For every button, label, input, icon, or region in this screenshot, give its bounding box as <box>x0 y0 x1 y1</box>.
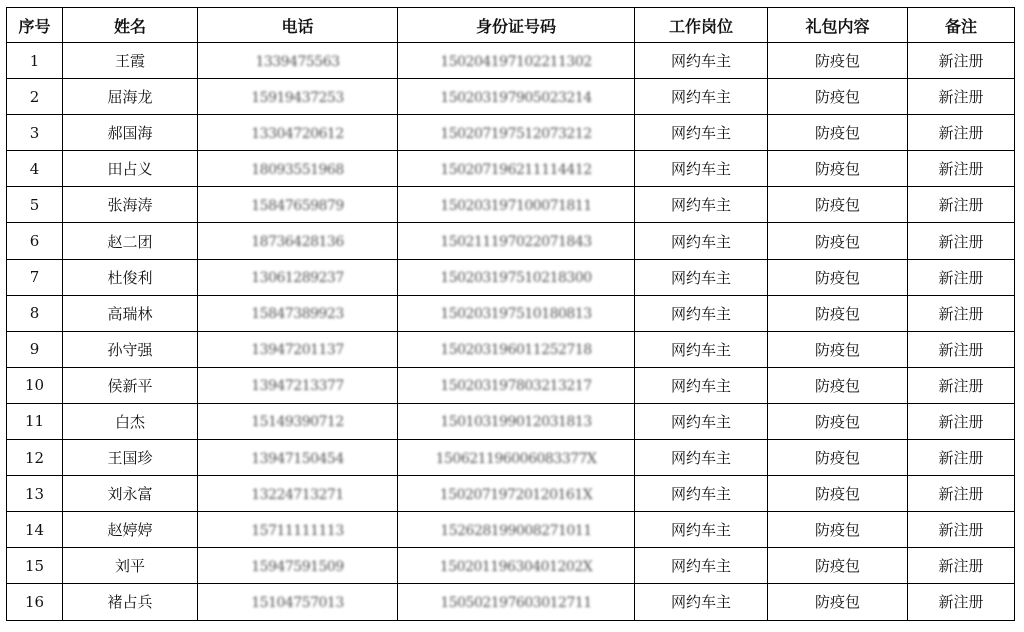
table-row <box>7 259 1015 295</box>
cell-gift: 防疫包 <box>768 403 908 439</box>
cell-index: 7 <box>7 259 63 295</box>
cell-id-number <box>398 187 635 223</box>
cell-job: 网约车主 <box>635 548 768 584</box>
cell-job: 网约车主 <box>635 187 768 223</box>
cell-id-number <box>398 440 635 476</box>
cell-phone <box>198 440 398 476</box>
cell-gift: 防疫包 <box>768 476 908 512</box>
cell-phone <box>198 548 398 584</box>
table-row <box>7 440 1015 476</box>
cell-index: 10 <box>7 367 63 403</box>
table-row <box>7 43 1015 79</box>
cell-gift: 防疫包 <box>768 440 908 476</box>
cell-phone <box>198 79 398 115</box>
cell-id-number <box>398 43 635 79</box>
cell-note: 新注册 <box>908 115 1015 151</box>
cell-phone-redacted: 15947591509 <box>251 558 344 575</box>
cell-note: 新注册 <box>908 512 1015 548</box>
cell-index: 9 <box>7 331 63 367</box>
cell-name: 王国珍 <box>63 440 198 476</box>
cell-phone-redacted: 18093551968 <box>251 161 344 178</box>
cell-index: 12 <box>7 440 63 476</box>
cell-name: 王霞 <box>63 43 198 79</box>
cell-job: 网约车主 <box>635 295 768 331</box>
cell-note: 新注册 <box>908 440 1015 476</box>
cell-phone-redacted: 13224713271 <box>251 486 344 503</box>
cell-phone <box>198 403 398 439</box>
cell-phone-redacted: 18736428136 <box>251 234 344 251</box>
cell-phone-redacted: 15847659879 <box>251 197 344 214</box>
cell-name: 屈海龙 <box>63 79 198 115</box>
cell-index: 16 <box>7 584 63 620</box>
cell-index: 14 <box>7 512 63 548</box>
cell-name: 张海涛 <box>63 187 198 223</box>
header-row <box>7 8 1015 43</box>
cell-name: 高瑞林 <box>63 295 198 331</box>
cell-gift: 防疫包 <box>768 43 908 79</box>
table-row <box>7 295 1015 331</box>
cell-phone <box>198 295 398 331</box>
cell-job: 网约车主 <box>635 151 768 187</box>
header-note: 备注 <box>908 8 1015 43</box>
cell-index: 5 <box>7 187 63 223</box>
cell-id-number-redacted: 15020719720120161X <box>439 486 593 503</box>
cell-job: 网约车主 <box>635 403 768 439</box>
cell-note: 新注册 <box>908 403 1015 439</box>
cell-index: 8 <box>7 295 63 331</box>
table-row <box>7 187 1015 223</box>
cell-phone <box>198 43 398 79</box>
table-row <box>7 476 1015 512</box>
cell-id-number <box>398 151 635 187</box>
cell-index: 6 <box>7 223 63 259</box>
table-row <box>7 115 1015 151</box>
cell-name: 白杰 <box>63 403 198 439</box>
cell-id-number-redacted: 150203197510218300 <box>440 270 592 287</box>
cell-gift: 防疫包 <box>768 512 908 548</box>
cell-gift: 防疫包 <box>768 115 908 151</box>
cell-job: 网约车主 <box>635 259 768 295</box>
cell-index: 11 <box>7 403 63 439</box>
cell-note: 新注册 <box>908 476 1015 512</box>
cell-phone-redacted: 15104757013 <box>251 594 344 611</box>
cell-name: 侯新平 <box>63 367 198 403</box>
cell-index: 13 <box>7 476 63 512</box>
table-row <box>7 223 1015 259</box>
cell-phone-redacted: 13061289237 <box>251 270 344 287</box>
cell-id-number <box>398 331 635 367</box>
registration-table <box>6 7 1015 621</box>
cell-note: 新注册 <box>908 548 1015 584</box>
cell-id-number-redacted: 150621196006083377X <box>435 450 597 467</box>
header-id-number: 身份证号码 <box>398 8 635 43</box>
cell-id-number-redacted: 150207196211114412 <box>440 161 592 178</box>
cell-id-number-redacted: 150203196011252718 <box>440 342 592 359</box>
cell-id-number <box>398 115 635 151</box>
cell-id-number <box>398 223 635 259</box>
cell-name: 赵二团 <box>63 223 198 259</box>
table-row <box>7 403 1015 439</box>
table-body <box>7 43 1015 621</box>
cell-phone-redacted: 13947213377 <box>251 378 344 395</box>
cell-index: 3 <box>7 115 63 151</box>
cell-job: 网约车主 <box>635 367 768 403</box>
cell-gift: 防疫包 <box>768 259 908 295</box>
cell-id-number-redacted: 152628199008271011 <box>440 522 592 539</box>
cell-id-number-redacted: 150203197510180813 <box>440 306 592 323</box>
cell-id-number-redacted: 150204197102211302 <box>440 53 592 70</box>
cell-id-number <box>398 367 635 403</box>
cell-phone-redacted: 13947150454 <box>251 450 344 467</box>
cell-index: 15 <box>7 548 63 584</box>
cell-note: 新注册 <box>908 259 1015 295</box>
cell-id-number <box>398 548 635 584</box>
cell-id-number <box>398 476 635 512</box>
cell-gift: 防疫包 <box>768 79 908 115</box>
table-row <box>7 512 1015 548</box>
header-job: 工作岗位 <box>635 8 768 43</box>
cell-phone-redacted: 15919437253 <box>251 89 344 106</box>
table-row <box>7 367 1015 403</box>
cell-note: 新注册 <box>908 43 1015 79</box>
cell-note: 新注册 <box>908 223 1015 259</box>
cell-phone <box>198 115 398 151</box>
cell-job: 网约车主 <box>635 440 768 476</box>
cell-job: 网约车主 <box>635 115 768 151</box>
cell-phone <box>198 151 398 187</box>
cell-gift: 防疫包 <box>768 151 908 187</box>
cell-name: 刘平 <box>63 548 198 584</box>
cell-phone <box>198 476 398 512</box>
cell-id-number-redacted: 150103199012031813 <box>440 414 592 431</box>
cell-phone <box>198 512 398 548</box>
cell-name: 田占义 <box>63 151 198 187</box>
cell-id-number-redacted: 150502197603012711 <box>440 594 592 611</box>
cell-note: 新注册 <box>908 584 1015 620</box>
cell-gift: 防疫包 <box>768 223 908 259</box>
cell-job: 网约车主 <box>635 331 768 367</box>
cell-job: 网约车主 <box>635 43 768 79</box>
cell-phone <box>198 584 398 620</box>
cell-id-number-redacted: 150203197100071811 <box>440 197 592 214</box>
table-row <box>7 79 1015 115</box>
cell-name: 郝国海 <box>63 115 198 151</box>
cell-note: 新注册 <box>908 151 1015 187</box>
cell-phone-redacted: 13304720612 <box>251 125 344 142</box>
cell-job: 网约车主 <box>635 79 768 115</box>
cell-phone-redacted: 13947201137 <box>251 342 344 359</box>
cell-job: 网约车主 <box>635 223 768 259</box>
cell-id-number-redacted: 150203197803213217 <box>440 378 592 395</box>
cell-gift: 防疫包 <box>768 187 908 223</box>
header-name: 姓名 <box>63 8 198 43</box>
cell-name: 褚占兵 <box>63 584 198 620</box>
cell-job: 网约车主 <box>635 584 768 620</box>
header-gift: 礼包内容 <box>768 8 908 43</box>
cell-id-number-redacted: 15020119630401202X <box>439 558 593 575</box>
cell-id-number <box>398 403 635 439</box>
cell-id-number-redacted: 150207197512073212 <box>440 125 592 142</box>
cell-note: 新注册 <box>908 295 1015 331</box>
cell-gift: 防疫包 <box>768 367 908 403</box>
table-row <box>7 151 1015 187</box>
cell-phone <box>198 187 398 223</box>
cell-phone <box>198 259 398 295</box>
cell-gift: 防疫包 <box>768 331 908 367</box>
cell-id-number <box>398 512 635 548</box>
table-row <box>7 584 1015 620</box>
cell-id-number <box>398 79 635 115</box>
cell-note: 新注册 <box>908 331 1015 367</box>
cell-job: 网约车主 <box>635 512 768 548</box>
cell-name: 孙守强 <box>63 331 198 367</box>
cell-id-number <box>398 295 635 331</box>
cell-id-number-redacted: 150203197905023214 <box>440 89 592 106</box>
cell-phone-redacted: 15847389923 <box>251 306 344 323</box>
table-row <box>7 548 1015 584</box>
cell-note: 新注册 <box>908 187 1015 223</box>
cell-id-number <box>398 259 635 295</box>
cell-index: 2 <box>7 79 63 115</box>
header-index: 序号 <box>7 8 63 43</box>
cell-phone-redacted: 1339475563 <box>255 53 340 70</box>
cell-phone <box>198 367 398 403</box>
cell-name: 刘永富 <box>63 476 198 512</box>
cell-phone <box>198 331 398 367</box>
cell-id-number-redacted: 150211197022071843 <box>440 234 592 251</box>
cell-gift: 防疫包 <box>768 584 908 620</box>
cell-index: 1 <box>7 43 63 79</box>
cell-phone <box>198 223 398 259</box>
cell-job: 网约车主 <box>635 476 768 512</box>
table-row <box>7 331 1015 367</box>
header-phone: 电话 <box>198 8 398 43</box>
cell-phone-redacted: 15711111113 <box>251 522 344 539</box>
cell-note: 新注册 <box>908 79 1015 115</box>
cell-id-number <box>398 584 635 620</box>
cell-name: 杜俊利 <box>63 259 198 295</box>
cell-note: 新注册 <box>908 367 1015 403</box>
cell-gift: 防疫包 <box>768 295 908 331</box>
cell-phone-redacted: 15149390712 <box>251 414 344 431</box>
cell-name: 赵婷婷 <box>63 512 198 548</box>
cell-index: 4 <box>7 151 63 187</box>
cell-gift: 防疫包 <box>768 548 908 584</box>
